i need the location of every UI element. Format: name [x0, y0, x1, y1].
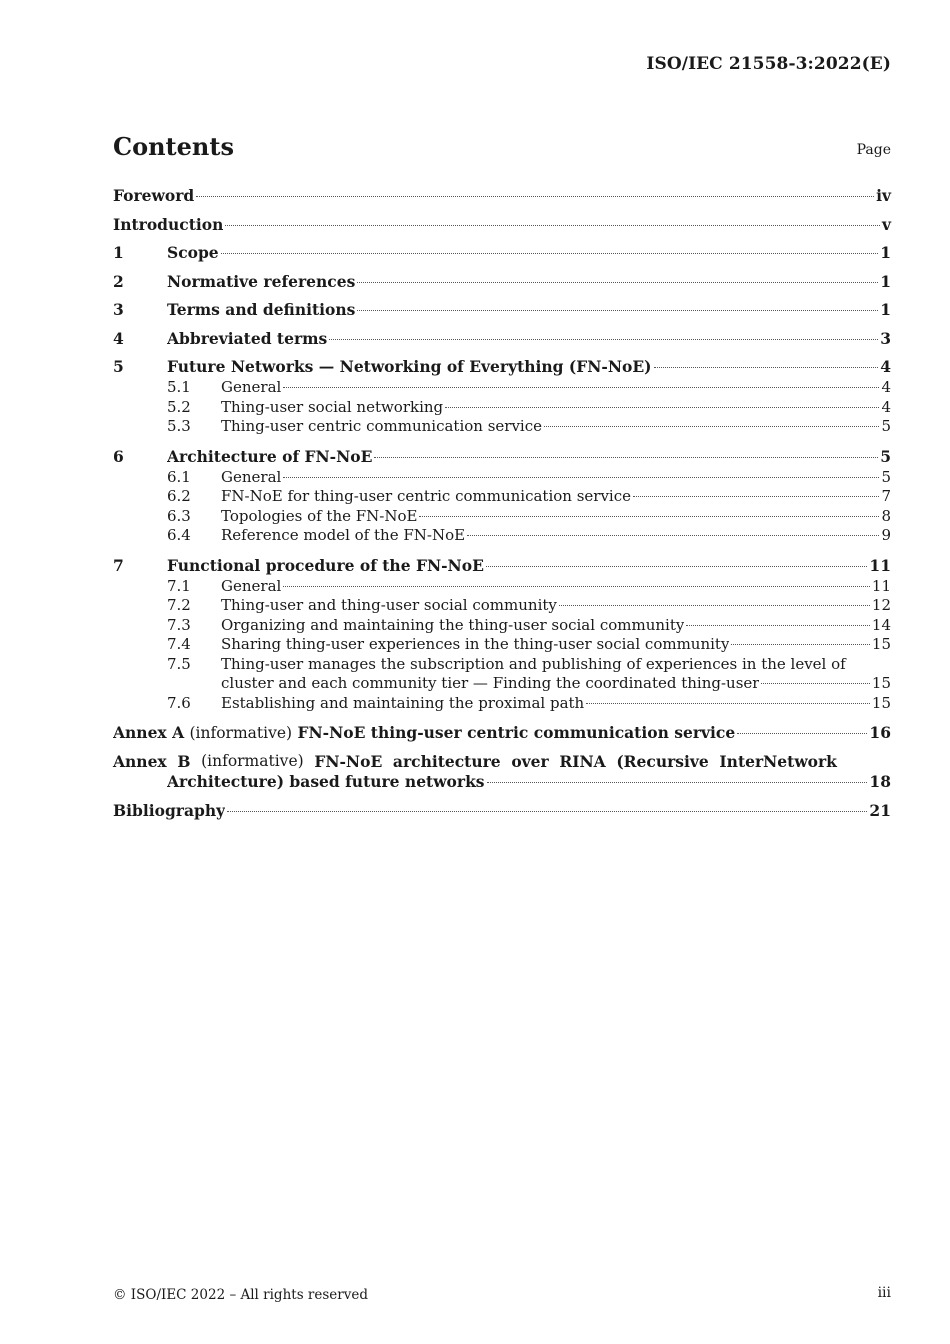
toc-page: 14 — [871, 615, 891, 634]
toc-number: 6.1 — [167, 467, 191, 486]
leader-dots — [686, 625, 870, 626]
toc-entry-5-2[interactable] — [113, 398, 891, 418]
leader-dots — [586, 703, 870, 704]
toc-page: 16 — [869, 723, 891, 742]
toc-label: Bibliography — [113, 801, 226, 820]
toc-entry-6-1[interactable] — [113, 468, 891, 488]
toc-entry-abbreviated-terms[interactable] — [113, 328, 891, 350]
annex-word: FN-NoE — [314, 752, 383, 771]
leader-dots — [374, 457, 878, 458]
annex-word: (Recursive — [616, 752, 709, 771]
toc-number: 7.3 — [167, 615, 191, 634]
leader-dots — [283, 477, 879, 478]
annex-kind: (informative) — [189, 724, 293, 742]
toc-page: 15 — [871, 635, 891, 653]
toc-label: General — [221, 467, 282, 486]
toc-number: 6.4 — [167, 526, 191, 544]
toc-entry-bibliography[interactable] — [113, 800, 891, 822]
toc-page: 5 — [881, 417, 891, 435]
footer-copyright: © ISO/IEC 2022 – All rights reserved — [113, 1287, 368, 1303]
toc-entry-7-4[interactable] — [113, 635, 891, 655]
toc-number: 7.5 — [167, 654, 191, 673]
toc-label: Normative references — [167, 271, 356, 291]
toc-label: Architecture of FN-NoE — [167, 446, 373, 466]
annex-kind: (informative) — [201, 752, 304, 770]
annex-word: B — [177, 752, 191, 771]
toc-label: Foreword — [113, 186, 195, 205]
table-of-contents — [113, 185, 891, 822]
annex-word: InterNetwork — [719, 752, 837, 771]
toc-label: Thing-user and thing-user social community — [221, 596, 557, 614]
annex-title: FN-NoE thing-user centric communication service — [297, 723, 736, 742]
toc-page: iv — [876, 186, 891, 205]
toc-page: 15 — [871, 674, 891, 692]
leader-dots — [227, 811, 867, 812]
toc-number: 1 — [113, 243, 124, 262]
toc-page: 8 — [881, 506, 891, 525]
toc-number: 6.2 — [167, 487, 191, 505]
toc-entry-6-2[interactable] — [113, 487, 891, 507]
leader-dots — [445, 407, 879, 408]
toc-page: v — [881, 214, 891, 234]
leader-dots — [731, 644, 869, 645]
document-id: ISO/IEC 21558-3:2022(E) — [646, 54, 891, 74]
toc-entry-annex-b[interactable] — [113, 752, 891, 791]
toc-number: 7.6 — [167, 693, 191, 712]
toc-entry-functional-procedure[interactable] — [113, 555, 891, 577]
toc-page: 3 — [880, 328, 891, 348]
annex-word: RINA — [559, 752, 606, 771]
toc-number: 7.1 — [167, 576, 191, 595]
toc-entry-architecture[interactable] — [113, 446, 891, 468]
leader-dots — [196, 196, 874, 197]
toc-label: Terms and definitions — [167, 300, 356, 319]
toc-label: Sharing thing-user experiences in the thing-user social community — [221, 635, 730, 653]
contents-heading — [113, 132, 891, 166]
toc-entry-7-5[interactable] — [113, 655, 891, 694]
toc-entry-6-4[interactable] — [113, 526, 891, 546]
toc-label: Topologies of the FN-NoE — [221, 506, 418, 525]
toc-number: 7.2 — [167, 596, 191, 614]
toc-label: Reference model of the FN-NoE — [221, 526, 466, 544]
toc-entry-foreword[interactable] — [113, 185, 891, 207]
leader-dots — [329, 339, 878, 340]
toc-number: 3 — [113, 300, 124, 319]
leader-dots — [357, 282, 878, 283]
toc-number: 5 — [113, 357, 124, 376]
leader-dots — [357, 310, 878, 311]
leader-dots — [283, 586, 870, 587]
toc-label: Abbreviated terms — [167, 328, 328, 348]
toc-label: Future Networks — Networking of Everything (FN-NoE) — [167, 357, 652, 376]
toc-page: 4 — [881, 397, 891, 416]
toc-number: 7 — [113, 555, 124, 575]
toc-entry-scope[interactable] — [113, 242, 891, 264]
leader-dots — [283, 387, 879, 388]
toc-label: General — [221, 576, 282, 595]
annex-word: over — [511, 752, 549, 771]
toc-label: Organizing and maintaining the thing-user social community — [221, 615, 685, 634]
toc-entry-7-2[interactable] — [113, 596, 891, 616]
leader-dots — [467, 535, 879, 536]
toc-entry-7-6[interactable] — [113, 694, 891, 714]
toc-label: Establishing and maintaining the proximal path — [221, 693, 585, 712]
toc-entry-normative-references[interactable] — [113, 271, 891, 293]
toc-page: 12 — [871, 596, 891, 614]
leader-dots — [633, 496, 879, 497]
footer-page-number: iii — [877, 1285, 891, 1301]
toc-label: Scope — [167, 243, 219, 262]
leader-dots — [486, 566, 868, 567]
leader-dots — [487, 782, 868, 783]
toc-entry-annex-a[interactable] — [113, 722, 891, 744]
toc-label — [113, 722, 735, 744]
toc-label-line-1 — [113, 752, 837, 772]
toc-number: 2 — [113, 271, 124, 291]
toc-number: 5.1 — [167, 378, 191, 396]
toc-page: 4 — [880, 357, 891, 376]
toc-page: 1 — [880, 271, 891, 291]
contents-title: Contents — [113, 132, 234, 161]
toc-entry-future-networks[interactable] — [113, 356, 891, 378]
toc-label: General — [221, 378, 282, 396]
toc-page: 15 — [871, 693, 891, 712]
toc-page: 18 — [869, 771, 891, 791]
leader-dots — [654, 367, 879, 368]
toc-page: 9 — [881, 526, 891, 544]
toc-page: 5 — [880, 446, 891, 466]
toc-number: 7.4 — [167, 635, 191, 653]
toc-label: Functional procedure of the FN-NoE — [167, 555, 484, 575]
toc-page: 1 — [880, 300, 891, 319]
toc-number: 5.3 — [167, 417, 191, 435]
toc-label: Thing-user centric communication service — [221, 417, 542, 435]
toc-page: 5 — [881, 467, 891, 486]
toc-label-line-2: Architecture) based future networks — [167, 771, 485, 791]
toc-entry-6-3[interactable] — [113, 507, 891, 527]
leader-dots — [544, 426, 879, 427]
toc-page: 7 — [881, 487, 891, 505]
toc-entry-introduction[interactable] — [113, 214, 891, 236]
toc-page: 1 — [880, 243, 891, 262]
annex-word: architecture — [392, 752, 501, 771]
toc-label: Thing-user social networking — [221, 397, 444, 416]
toc-label: Introduction — [113, 214, 224, 234]
toc-entry-7-3[interactable] — [113, 616, 891, 636]
toc-entry-7-1[interactable] — [113, 577, 891, 597]
leader-dots — [419, 516, 879, 517]
toc-entry-5-3[interactable] — [113, 417, 891, 437]
leader-dots — [559, 605, 870, 606]
toc-number: 6 — [113, 446, 124, 466]
page-column-label: Page — [856, 142, 891, 158]
toc-number: 5.2 — [167, 397, 191, 416]
annex-prefix: Annex A — [113, 723, 185, 742]
toc-page: 11 — [871, 576, 891, 595]
annex-word: Annex — [113, 752, 167, 771]
toc-page: 4 — [881, 378, 891, 396]
toc-entry-terms-and-definitions[interactable] — [113, 299, 891, 321]
toc-label: FN-NoE for thing-user centric communication service — [221, 487, 632, 505]
toc-label-line-2: cluster and each community tier — Finding the coordinated thing-user — [221, 674, 760, 692]
leader-dots — [221, 253, 879, 254]
leader-dots — [761, 683, 869, 684]
toc-page: 21 — [869, 801, 891, 820]
leader-dots — [737, 733, 867, 734]
toc-entry-5-1[interactable] — [113, 378, 891, 398]
leader-dots — [225, 225, 880, 226]
toc-number: 6.3 — [167, 506, 191, 525]
toc-page: 11 — [869, 555, 891, 575]
toc-number: 4 — [113, 328, 124, 348]
toc-label-line-1: Thing-user manages the subscription and publishing of experiences in the level of — [221, 654, 846, 673]
